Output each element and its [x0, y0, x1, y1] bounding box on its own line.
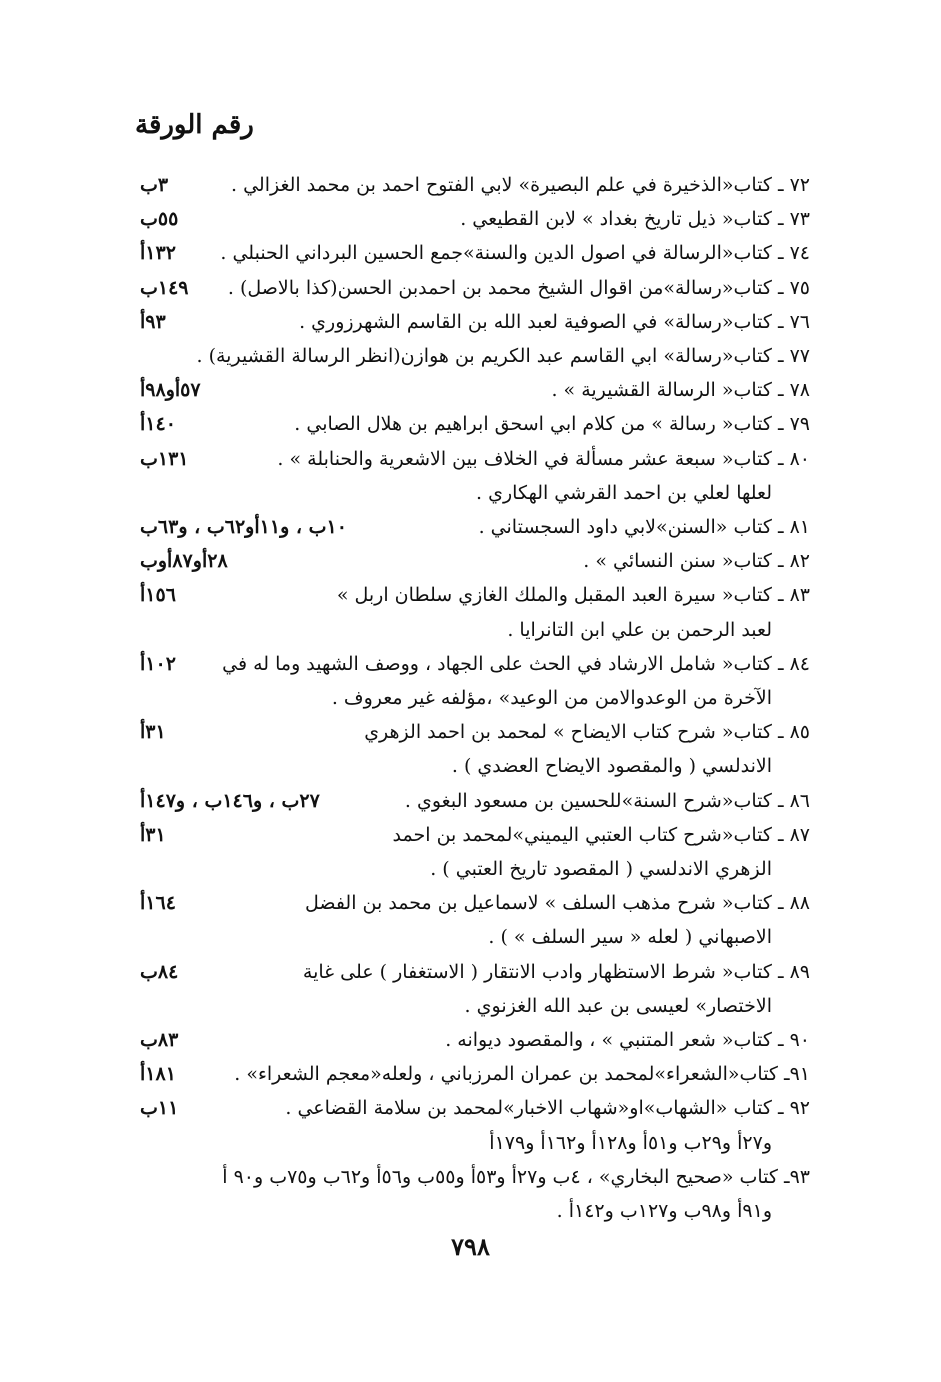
folio-reference: ٣ب	[140, 174, 169, 196]
entry-line	[130, 1160, 810, 1194]
entry-text: ٧٥ ـ كتاب«رسالة»من اقوال الشيخ محمد بن احمدبن الحسن(كذا بالاصل) .	[227, 276, 810, 299]
entry-continuation-line	[130, 1194, 810, 1228]
entry-text: ٧٤ ـ كتاب«الرسالة في اصول الدين والسنة»جمع الحسين البرداني الحنبلي .	[220, 242, 810, 265]
entry-continuation-line	[130, 852, 810, 886]
entry-text: الاختصار» لعيسى بن عبد الله الغزنوي .	[464, 994, 772, 1017]
entry-text: ٨٩ ـ كتاب« شرط الاستظهار وادب الانتقار ( الاستغفار ) على غاية	[302, 960, 810, 983]
folio-reference: ٨٣ب	[140, 1029, 179, 1051]
entry-text: و٢٧أ و٢٩ب و٥١أ و١٢٨أ و١٦٢أ و١٧٩أ	[489, 1131, 772, 1154]
entry-line	[130, 236, 810, 270]
entry-line	[130, 271, 810, 305]
entry-line	[130, 818, 810, 852]
folio-reference: ٢٧ب ، و١٤٦ب ، و١٤٧أ	[140, 789, 320, 812]
entry-text: ٩١ـ كتاب«الشعراء»لمحمد بن عمران المرزباني ، ولعله«معجم الشعراء» .	[234, 1063, 810, 1086]
entry-text: لعبد الرحمن بن علي ابن التانرايا .	[507, 618, 772, 641]
entry-text: ٧٩ ـ كتاب« رسالة » من كلام ابي اسحق ابراهيم بن هلال الصابي .	[294, 413, 810, 436]
folio-reference: ٥٧أو٩٨أ	[140, 379, 201, 402]
entry-line	[130, 442, 810, 476]
entry-text: ٧٨ ـ كتاب« الرسالة القشيرية » .	[551, 379, 810, 402]
folio-reference: ٥٥ب	[140, 208, 179, 231]
entry-text: الاندلسي ( والمقصود الايضاح العضدي ) .	[451, 755, 772, 778]
entry-continuation-line	[130, 613, 810, 647]
folio-reference: ١٠٢أ	[140, 652, 176, 675]
entry-text: ٧٦ ـ كتاب«رسالة» في الصوفية لعبد الله بن القاسم الشهرزوري .	[299, 310, 810, 333]
entry-text: ٩٢ ـ كتاب «الشهاب»او«شهاب الاخبار»لمحمد بن سلامة القضاعي .	[285, 1097, 810, 1120]
folio-reference: ٣١أ	[140, 721, 166, 744]
entry-text: ٩٠ ـ كتاب« شعر المتنبي » ، والمقصود ديوانه .	[445, 1029, 810, 1051]
entry-text: ٨٧ ـ كتاب«شرح كتاب العتبي اليميني»لمحمد بن احمد	[392, 823, 810, 846]
column-header: رقم الورقة	[135, 110, 254, 140]
entry-text: ٨٦ ـ كتاب«شرح السنة»للحسين بن مسعود البغوي .	[404, 789, 810, 812]
entry-line	[130, 955, 810, 989]
entry-line	[130, 1091, 810, 1125]
entry-text: لعلها لعلي بن احمد القرشي الهكاري .	[476, 481, 772, 504]
entry-line	[130, 168, 810, 202]
folio-reference: ١٦٤أ	[140, 892, 176, 915]
folio-reference: ٣١أ	[140, 823, 166, 846]
folio-reference: ١١ب	[140, 1097, 179, 1120]
entry-text: ٨١ ـ كتاب «السنن»لابي داود السجستاني .	[478, 516, 810, 538]
entry-text: ٨٢ ـ كتاب« سنن النسائي » .	[583, 550, 810, 573]
entry-line	[130, 510, 810, 544]
entry-line	[130, 544, 810, 578]
entry-continuation-line	[130, 920, 810, 954]
folio-reference: ١٨١أ	[140, 1063, 176, 1086]
folio-reference: ١٠ب ، و١١أو٦٢ب ، و٦٣ب	[140, 516, 347, 538]
folio-reference: ٨٤ب	[140, 960, 179, 983]
entry-line	[130, 715, 810, 749]
entry-line	[130, 339, 810, 373]
entry-text: الآخرة من الوعدوالامن من الوعيد» ،مؤلفه غير معروف .	[331, 687, 772, 709]
entry-text: ٨٥ ـ كتاب« شرح كتاب الايضاح » لمحمد بن احمد الزهري	[364, 721, 810, 744]
folio-reference: ٩٣أ	[140, 310, 166, 333]
folio-reference: ٢٨أو٨٧أوب	[140, 550, 228, 573]
entry-text: ٧٣ ـ كتاب« ذيل تاريخ بغداد » لابن القطيعي .	[460, 208, 810, 231]
entry-line	[130, 578, 810, 612]
folio-reference: ١٣٢أ	[140, 242, 176, 265]
entry-continuation-line	[130, 989, 810, 1023]
entry-line	[130, 407, 810, 441]
entry-continuation-line	[130, 1126, 810, 1160]
entry-line	[130, 373, 810, 407]
entry-line	[130, 647, 810, 681]
entry-line	[130, 1057, 810, 1091]
entry-continuation-line	[130, 476, 810, 510]
entry-line	[130, 305, 810, 339]
entry-line	[130, 1023, 810, 1057]
entry-text: و٩١أ و٩٨ب و١٢٧ب و١٤٢أ .	[556, 1200, 772, 1222]
folio-reference: ١٥٦أ	[140, 584, 176, 607]
entry-continuation-line	[130, 681, 810, 715]
entry-line	[130, 202, 810, 236]
entry-text: ٨٣ ـ كتاب« سيرة العبد المقبل والملك الغازي سلطان اربل »	[336, 584, 810, 607]
entry-line	[130, 886, 810, 920]
entry-text: الاصبهاني ( لعله « سير السلف » ) .	[488, 926, 772, 949]
entry-line	[130, 784, 810, 818]
entry-text: الزهري الاندلسي ( المقصود تاريخ العتبي ) .	[430, 858, 772, 880]
folio-reference: ١٤٩ب	[140, 276, 189, 299]
page-number: ٧٩٨	[451, 1232, 490, 1261]
entry-text: ٩٣ـ كتاب «صحيح البخاري» ، ٤ب و٢٧أ و٥٣أ و٥٥ب و٥٦أ و٦٢ب و٧٥ب و٩٠ أ	[222, 1165, 810, 1188]
entry-text: ٨٨ ـ كتاب« شرح مذهب السلف » لاسماعيل بن محمد بن الفضل	[304, 892, 810, 915]
entry-continuation-line	[130, 749, 810, 783]
folio-reference: ١٤٠أ	[140, 413, 176, 436]
entry-text: ٨٤ ـ كتاب« شامل الارشاد في الحث على الجهاد ، ووصف الشهيد وما له في	[222, 652, 810, 675]
entry-text: ٨٠ ـ كتاب« سبعة عشر مسألة في الخلاف بين الاشعرية والحنابلة » .	[277, 447, 810, 470]
entry-text: ٧٧ ـ كتاب«رسالة» ابي القاسم عبد الكريم بن هوازن(انظر الرسالة القشيرية) .	[196, 345, 810, 367]
folio-reference: ١٣١ب	[140, 447, 189, 470]
entry-text: ٧٢ ـ كتاب«الذخيرة في علم البصيرة» لابي الفتوح احمد بن محمد الغزالي .	[230, 174, 810, 196]
